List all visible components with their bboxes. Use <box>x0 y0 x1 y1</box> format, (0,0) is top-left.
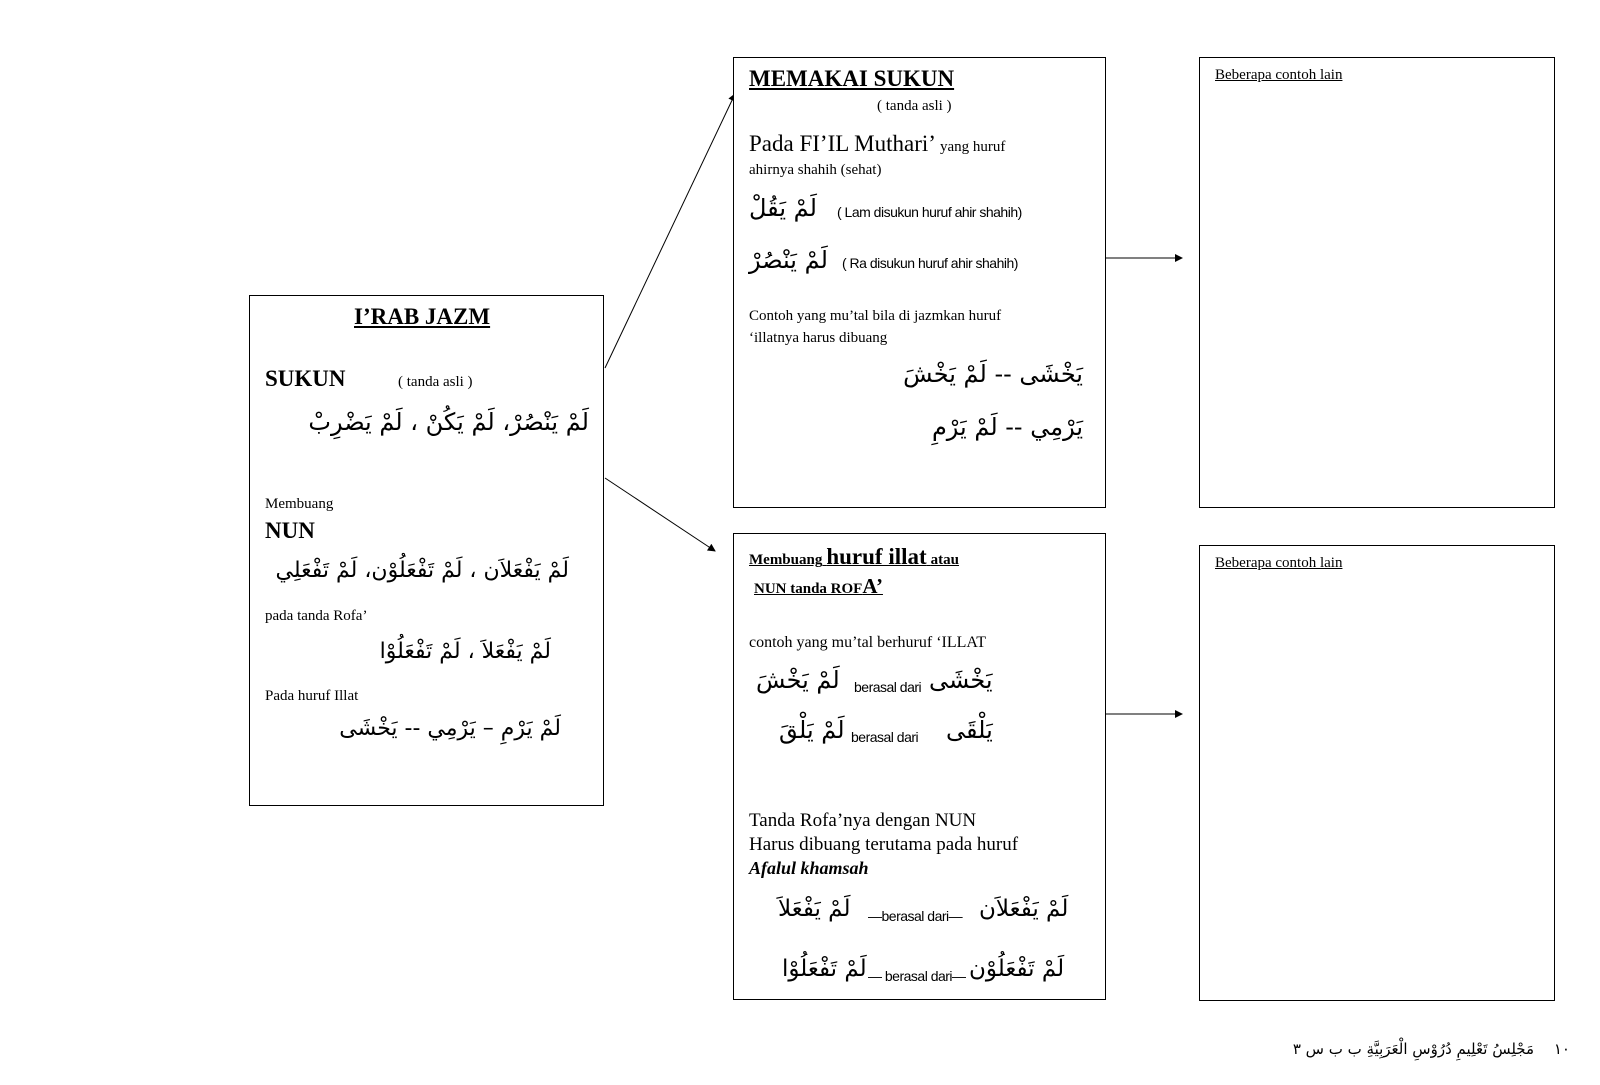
sukun-ex2-note: ( Ra disukun huruf ahir shahih) <box>842 255 1018 271</box>
sukun-ex1-arabic: لَمْ يَقُلْ <box>749 194 817 222</box>
illat-ex2-mid: berasal dari <box>851 729 919 745</box>
illat-ex2-right: يَلْقَى <box>946 716 993 744</box>
illat-label: Pada huruf Illat <box>265 688 359 704</box>
nun-heading: NUN <box>265 518 315 543</box>
sukun-box-subtitle: ( tanda asli ) <box>877 98 952 114</box>
rofa-examples: لَمْ يَفْعَلاَ ، لَمْ تَفْعَلُوْا <box>379 639 551 664</box>
illat-box <box>733 533 1106 1000</box>
illat-intro: contoh yang mu’tal berhuruf ‘ILLAT <box>749 634 986 651</box>
page-number: ١٠ <box>1553 1040 1570 1058</box>
illat-title-line2 <box>754 574 883 599</box>
illat-rofa-line3: Afalul khamsah <box>749 858 869 878</box>
illat-ex1-left: لَمْ يَخْشَ <box>756 666 840 694</box>
illat-examples: لَمْ يَرْمِ – يَرْمِي -- يَخْشَى <box>339 716 561 741</box>
illat-ex2-left: لَمْ يَلْقَ <box>779 716 845 744</box>
illat-ex3-right: لَمْ يَفْعَلاَن <box>979 896 1069 922</box>
illat-title-a: Membuang <box>749 552 823 568</box>
illat-ex1-right: يَخْشَى <box>929 666 993 694</box>
sukun-heading: SUKUN <box>265 366 346 391</box>
illat-ex3-mid: —berasal dari— <box>868 908 963 924</box>
sukun-intro-line2: ahirnya shahih (sehat) <box>749 162 882 178</box>
jazm-title: I’RAB JAZM <box>354 304 491 329</box>
rofa-label: pada tanda Rofa’ <box>265 608 368 624</box>
illat-title-2b: A’ <box>862 574 883 598</box>
sukun-intro <box>749 131 1005 157</box>
illat-title-c: atau <box>930 552 960 568</box>
arrow-to-sukun <box>605 94 735 368</box>
illat-title-2a: NUN tanda ROF <box>754 581 863 597</box>
jazm-box <box>249 295 604 806</box>
footer-text: مَجْلِسُ تَعْلِيمِ دُرُوْسِ الْعَرَبِيَّةِ ب ب س ٣ <box>1292 1040 1534 1058</box>
other-examples-top-box <box>1199 57 1555 508</box>
sukun-box-title: MEMAKAI SUKUN <box>749 66 955 91</box>
illat-rofa-line2: Harus dibuang terutama pada huruf <box>749 834 1019 855</box>
other-examples-bottom-label: Beberapa contoh lain <box>1215 555 1343 571</box>
sukun-examples: لَمْ يَنْصُرْ، لَمْ يَكُنْ ، لَمْ يَضْرِبْ <box>308 408 589 436</box>
sukun-ex2-arabic: لَمْ يَنْصُرْ <box>749 246 828 274</box>
illat-ex4-left: لَمْ تَفْعَلُوْا <box>782 956 867 982</box>
illat-ex3-left: لَمْ يَفْعَلاَ <box>778 896 851 922</box>
illat-ex1-mid: berasal dari <box>854 679 922 695</box>
other-examples-top-label: Beberapa contoh lain <box>1215 67 1343 83</box>
sukun-mutal-ex2: يَرْمِي -- لَمْ يَرْمِ <box>931 413 1083 441</box>
sukun-intro-small: yang huruf <box>939 139 1006 155</box>
arrow-to-illat <box>605 478 715 551</box>
sukun-mutal-line2: ‘illatnya harus dibuang <box>749 330 888 346</box>
illat-ex4-mid: — berasal dari— <box>868 968 966 984</box>
other-examples-bottom-box <box>1199 545 1555 1001</box>
nun-examples: لَمْ يَفْعَلاَن ، لَمْ تَفْعَلُوْن، لَمْ تَفْعَلِي <box>275 558 569 583</box>
sukun-box <box>733 57 1106 508</box>
illat-ex4-right: لَمْ تَفْعَلُوْن <box>969 956 1065 982</box>
sukun-mutal-ex1: يَخْشَى -- لَمْ يَخْشَ <box>903 360 1083 388</box>
sukun-note: ( tanda asli ) <box>398 374 473 390</box>
membuang-label: Membuang <box>265 496 334 512</box>
illat-title-b: huruf illat <box>826 544 927 569</box>
sukun-intro-large: Pada FI’IL Muthari’ <box>749 131 936 156</box>
sukun-ex1-note: ( Lam disukun huruf ahir shahih) <box>837 204 1022 220</box>
illat-rofa-line1: Tanda Rofa’nya dengan NUN <box>749 810 977 831</box>
sukun-mutal-line1: Contoh yang mu’tal bila di jazmkan huruf <box>749 308 1002 324</box>
illat-title-line1 <box>749 544 959 570</box>
